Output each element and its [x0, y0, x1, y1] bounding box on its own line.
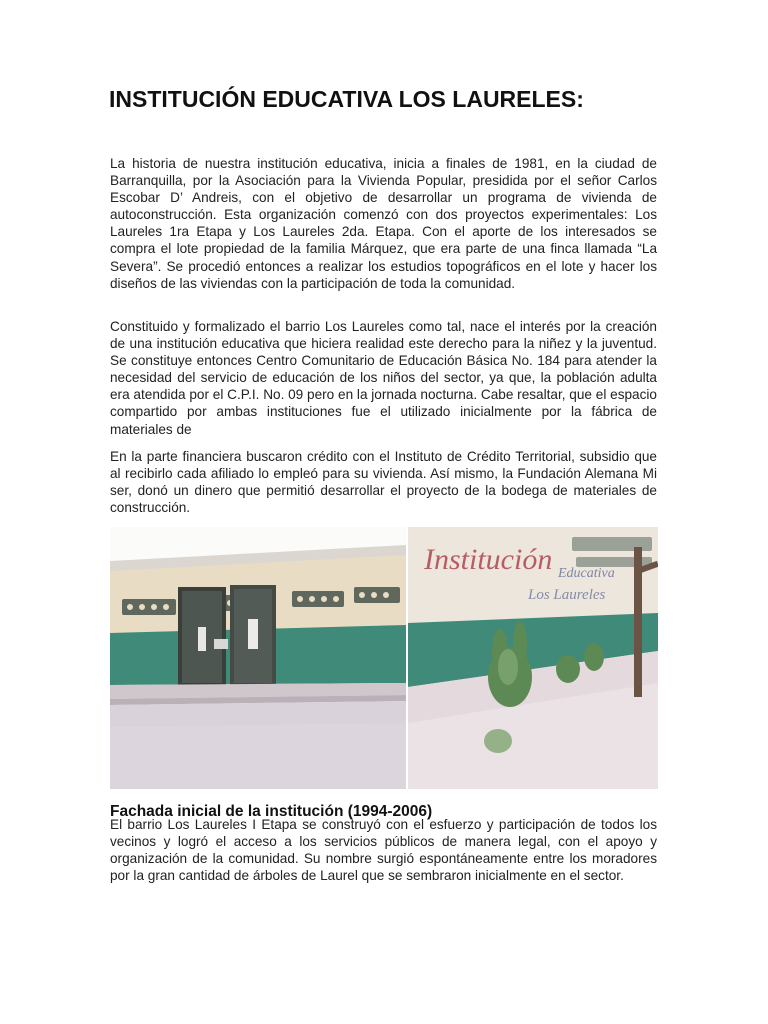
- facade-photo-left: [110, 527, 406, 789]
- svg-text:Institución: Institución: [424, 543, 553, 576]
- facade-photos: [110, 527, 658, 789]
- facade-photo-right: [408, 527, 658, 789]
- page-title: INSTITUCIÓN EDUCATIVA LOS LAURELES:: [109, 86, 584, 112]
- photo-caption: Fachada inicial de la institución (1994-2006): [110, 803, 433, 820]
- history-paragraph: La historia de nuestra institución educativa, inicia a finales de 1981, en la ciudad de Barranquilla, por la Asociación para la Vivienda Popular, presidida por el señor Carlos Escobar D’ Andreis, con el objetivo de desarrollar un programa de vivienda de autoconstrucción. Esta organización comenzó con dos proyectos experimentales: Los Laureles 1ra Etapa y Los Laureles 2da. Etapa. Con el aporte de los interesados se compra el lote propiedad de la familia Márquez, que era parte de una finca llamada “La Severa”. Se procedió entonces a realizar los estudios topográficos en el lote y hacer los diseños de las viviendas con la participación de toda la comunidad.: [110, 156, 657, 291]
- financing-paragraph: En la parte financiera buscaron crédito con el Instituto de Crédito Territorial, subsidio que al recibirlo cada afiliado lo empleó para su vivienda. Así mismo, la Fundación Alemana Mi ser, donó un dinero que permitió desarrollar el proyecto de la bodega de materiales de construcción.: [110, 449, 657, 516]
- founding-paragraph: Constituido y formalizado el barrio Los Laureles como tal, nace el interés por la creación de una institución educativa que hiciera realidad este derecho para la niñez y la juventud. Se constituye entonces Centro Comunitario de Educación Básica No. 184 para atender la necesidad del servicio de educación de los niños del sector, ya que, la población adulta era atendida por el C.P.I. No. 09 pero en la jornada nocturna. Cabe resaltar, que el espacio compartido por ambas instituciones fue el utilizado inicialmente por la fábrica de materiales de: [110, 319, 657, 437]
- svg-text:Educativa: Educativa: [558, 566, 615, 581]
- svg-text:Los Laureles: Los Laureles: [528, 587, 606, 603]
- neighborhood-paragraph: El barrio Los Laureles I Etapa se construyó con el esfuerzo y participación de todos los vecinos y logró el acceso a los servicios públicos de manera legal, con el apoyo y organización de la comunidad. Su nombre surgió espontáneamente entre los moradores por la gran cantidad de árboles de Laurel que se sembraron inicialmente en el sector.: [110, 817, 657, 884]
